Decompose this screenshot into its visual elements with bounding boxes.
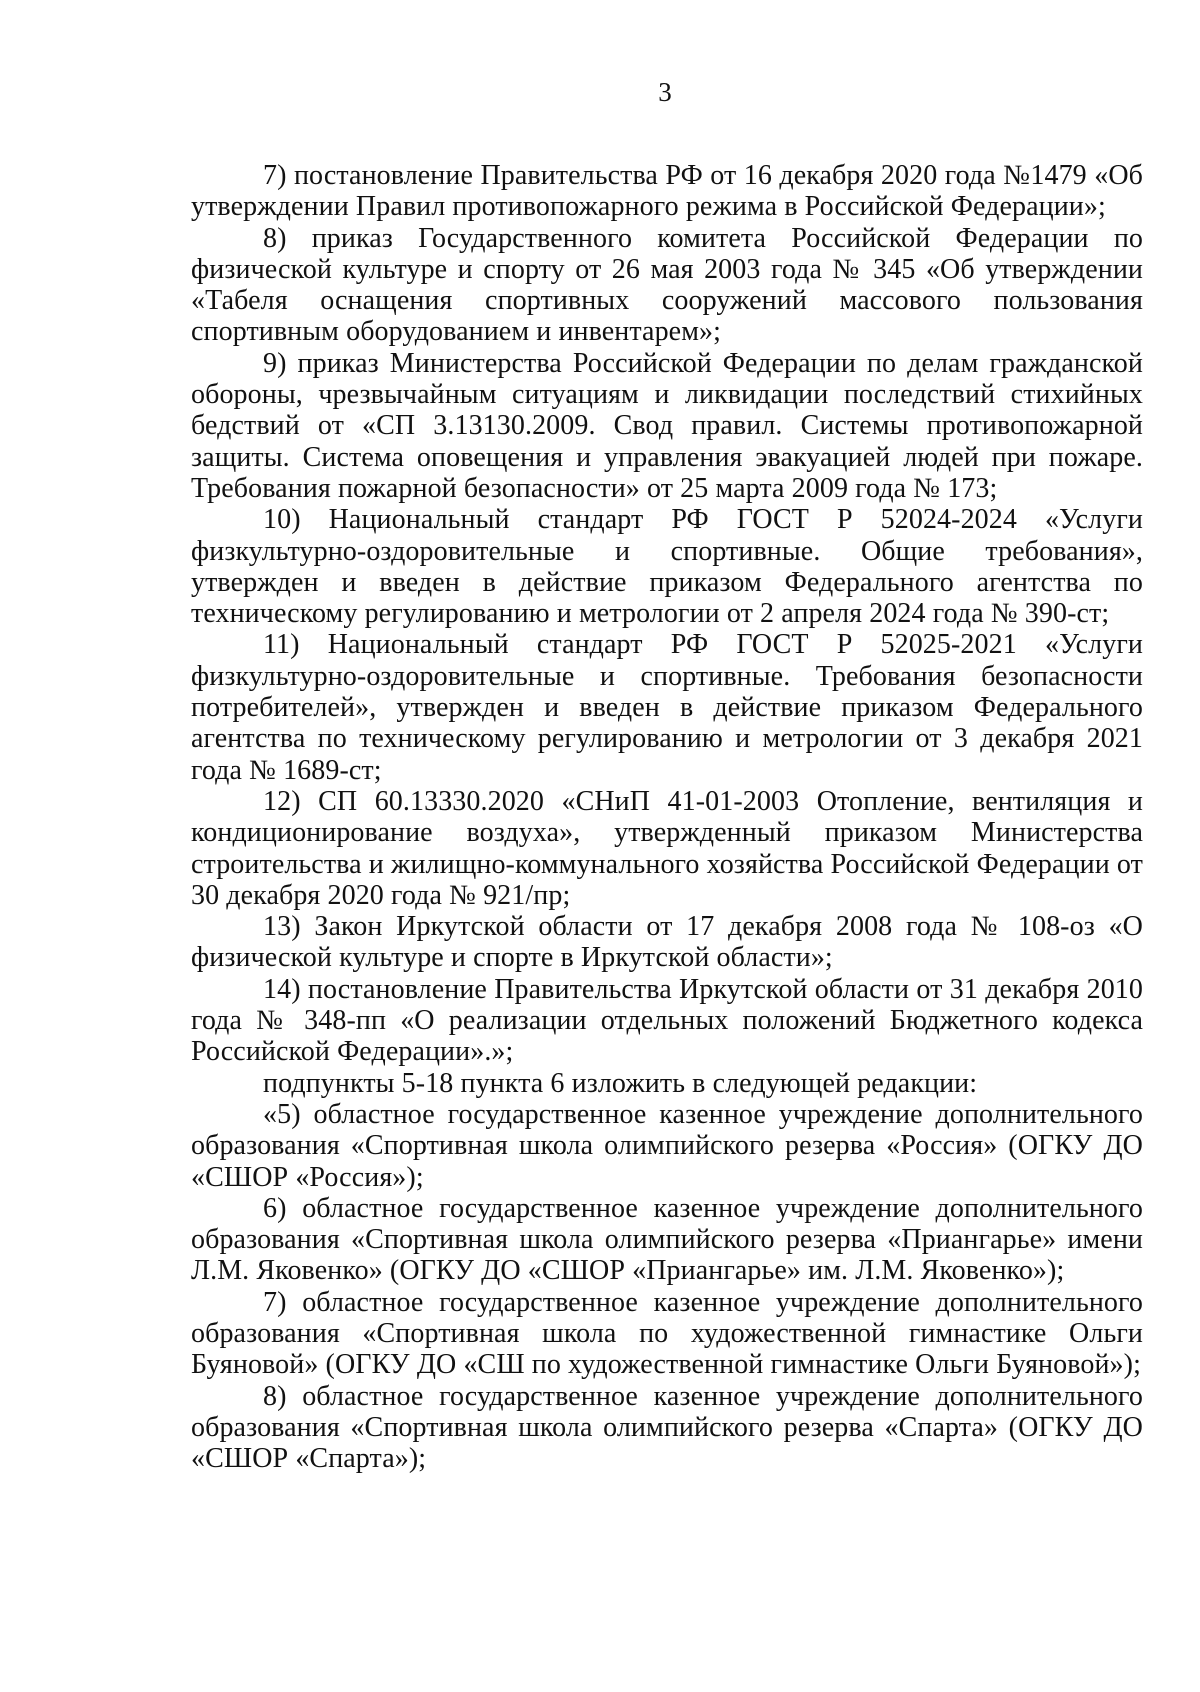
- paragraph-amendment-intro: подпункты 5-18 пункта 6 изложить в следующей редакции:: [263, 1067, 978, 1099]
- paragraph-subitem-8: 8) областное государственное казенное учреждение дополнительного образования «Спортивная школа олимпийского резерва «Спарта» (ОГКУ ДО «СШОР «Спарта»);: [191, 1380, 1143, 1475]
- paragraph-subitem-5: «5) областное государственное казенное учреждение дополнительного образования «Спортивная школа олимпийского резерва «Россия» (ОГКУ ДО «СШОР «Россия»);: [191, 1098, 1143, 1193]
- paragraph-item-11: 11) Национальный стандарт РФ ГОСТ Р 52025-2021 «Услуги физкультурно-оздоровительные и спортивные. Требования безопасности потребителей», утвержден и введен в действие приказом Федерального агентства по техническому регулированию и метрологии от 3 декабря 2021 года № 1689-ст;: [191, 629, 1143, 786]
- paragraph-item-13: 13) Закон Иркутской области от 17 декабря 2008 года № 108-оз «О физической культуре и спорте в Иркутской области»;: [191, 911, 1143, 974]
- paragraph-item-7: 7) постановление Правительства РФ от 16 декабря 2020 года №1479 «Об утверждении Правил противопожарного режима в Российской Федерации»;: [191, 160, 1143, 223]
- document-body: [191, 160, 1143, 1474]
- paragraph-subitem-6: 6) областное государственное казенное учреждение дополнительного образования «Спортивная школа олимпийского резерва «Приангарье» имени Л.М. Яковенко» (ОГКУ ДО «СШОР «Приангарье» им. Л.М. Яковенко»);: [191, 1192, 1143, 1287]
- page-number: 3: [658, 77, 672, 107]
- paragraph-item-14: 14) постановление Правительства Иркутской области от 31 декабря 2010 года № 348-пп «О реализации отдельных положений Бюджетного кодекса Российской Федерации».»;: [191, 973, 1143, 1068]
- paragraph-item-8: 8) приказ Государственного комитета Российской Федерации по физической культуре и спорту от 26 мая 2003 года № 345 «Об утверждении «Табеля оснащения спортивных сооружений массового пользования спортивным оборудованием и инвентарем»;: [191, 222, 1143, 348]
- paragraph-item-10: 10) Национальный стандарт РФ ГОСТ Р 52024-2024 «Услуги физкультурно-оздоровительные и спортивные. Общие требования», утвержден и введен в действие приказом Федерального агентства по техническому регулированию и метрологии от 2 апреля 2024 года № 390-ст;: [191, 504, 1143, 630]
- paragraph-subitem-7: 7) областное государственное казенное учреждение дополнительного образования «Спортивная школа по художественной гимнастике Ольги Буяновой» (ОГКУ ДО «СШ по художественной гимнастике Ольги Буяновой»);: [191, 1286, 1143, 1381]
- paragraph-item-12: 12) СП 60.13330.2020 «СНиП 41-01-2003 Отопление, вентиляция и кондиционирование воздуха», утвержденный приказом Министерства строительства и жилищно-коммунального хозяйства Российской Федерации от 30 декабря 2020 года № 921/пр;: [191, 785, 1143, 911]
- paragraph-item-9: 9) приказ Министерства Российской Федерации по делам гражданской обороны, чрезвычайным ситуациям и ликвидации последствий стихийных бедствий от «СП 3.13130.2009. Свод правил. Системы противопожарной защиты. Система оповещения и управления эвакуацией людей при пожаре. Требования пожарной безопасности» от 25 марта 2009 года № 173;: [191, 347, 1143, 504]
